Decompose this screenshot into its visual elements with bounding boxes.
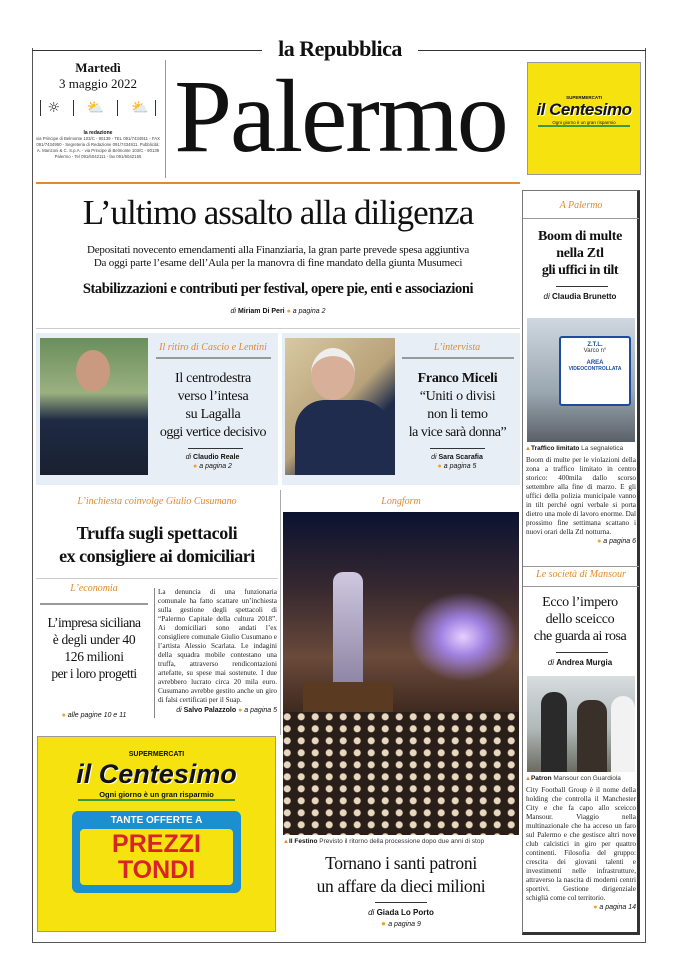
ad-tagline: Ogni giorno è un gran risparmio [538, 120, 630, 127]
right2-body: City Football Group è il nome della holding che controlla il Manchester City e che fa capo allo sceicco Mansour. Viaggio nella multinazionale che ha acceso un faro sul Palermo e che gestisce altri nove club calcistici in giro per quattro continenti. Filosofia del gruppo: crescita dei giovani talenti e investimenti nelle infrastrutture, attraverso la nascita di moderni centri sportivi. Gestione dirigenziale schiglià come col territorio. [526, 786, 636, 902]
story5-headline: L’impresa siciliana è degli under 40 126 milioni per i loro progetti [47, 615, 141, 681]
right1-text [526, 456, 636, 545]
photo-patron [527, 676, 635, 772]
right1-caption: ▲Traffico limitato La segnaletica [525, 445, 624, 452]
story4-body: La denuncia di una funzionaria comunale ha fatto scattare un’inchiesta sulla gestione degli spettacoli di “Palermo Capitale della cultura 2018”. Ai domiciliari sono andati l’ex consigliere comunale Giulio Cusumano e l’artista Alessio Scarlata. Le indagini della squadra mobile contestano una truffa, attraverso rendicontazioni artefatte, su spese mai sostenute. I due avrebbero lucrato circa 20 mila euro. Cusumano avrebbe gestito anche un giro di falsi certificati per il Suap. [158, 588, 277, 704]
ad-offer-panel: TANTE OFFERTE A PREZZI TONDI [72, 811, 241, 893]
story4-headline: Truffa sugli spettacoli ex consigliere ai domiciliari [59, 523, 255, 566]
brand-logo: la Repubblica [278, 36, 402, 61]
weekday: Martedì [75, 60, 121, 75]
info-text: via Principe di Belmonte 103/C - 90139 - TEL 091/7434911 - FAX 091/7434950 - Segreteria di Redazione 091/7434911. Pubblicità: A. Manzoni & C. S.p.A. - via Principe di Belmonte 103/C - 90139 Palermo - Tel 091/6042111 - fax 091/6042155 [36, 136, 160, 159]
right1-page: ● a pagina 6 [597, 538, 636, 545]
lead-byline: di Miriam Di Peri ● a pagina 2 [230, 308, 326, 315]
story5-page: ● alle pagine 10 e 11 [61, 712, 127, 719]
ad-label: SUPERMERCATI [128, 751, 185, 758]
story2-byline: di Claudio Reale ● a pagina 2 [185, 454, 240, 470]
right2-caption: ▲Patron Mansour con Guardiola [525, 775, 621, 782]
right1-headline: Boom di multe nella Ztl gli uffici in tilt [538, 229, 622, 278]
ad-tagline: Ogni giorno è un gran risparmio [78, 790, 235, 801]
story6-kicker: Longform [381, 496, 421, 507]
photo-festino [283, 512, 519, 835]
ad-brand: il Centesimo [536, 100, 632, 119]
divider [32, 50, 262, 51]
partly-cloudy-icon: ⛅ [86, 100, 105, 116]
ad-brand: il Centesimo [76, 759, 237, 789]
ad-bottom[interactable] [37, 736, 276, 932]
story6-headline: Tornano i santi patroni un affare da dieci milioni [316, 853, 486, 896]
divider [165, 60, 166, 178]
partly-cloudy-icon: ⛅ [131, 100, 149, 116]
story3-kicker: L’intervista [433, 342, 481, 353]
story2-kicker: Il ritiro di Cascio e Lentini [159, 342, 267, 353]
right2-byline: di Andrea Murgia [547, 658, 613, 667]
story2-headline: Il centrodestra verso l’intesa su Lagalla oggi vertice decisivo [159, 371, 267, 440]
city-title: Palermo [174, 59, 507, 174]
right2-kicker: Le società di Mansour [536, 569, 626, 580]
lead-sub: Da oggi parte l’esame dell’Aula per la manovra di fine mandato della giunta Musumeci [93, 257, 463, 269]
story5-kicker: L’economia [70, 583, 118, 594]
lead-sub: Depositati novecento emendamenti alla Finanziaria, la gran parte prevede spesa aggiuntiva [86, 244, 469, 256]
right1-byline: di Claudia Brunetto [543, 292, 617, 301]
story4-byline: di Salvo Palazzolo ● a pagina 5 [176, 707, 277, 714]
photo-politician [40, 338, 148, 475]
right1-kicker: A Palermo [559, 200, 603, 211]
photo-ztl-sign: Z.T.L. Varco n° AREA VIDEOCONTROLLATA [527, 318, 635, 442]
accent-rule [36, 182, 520, 184]
date-box [36, 58, 160, 182]
lead-deck: Stabilizzazioni e contributi per festival, opere pie, enti e associazioni [82, 281, 474, 297]
story4-kicker: L’inchiesta coinvolge Giulio Cusumano [77, 496, 237, 507]
date: 3 maggio 2022 [59, 76, 137, 91]
lead-headline: L’ultimo assalto alla diligenza [82, 193, 474, 232]
photo-miceli [285, 338, 395, 475]
story3-byline: di Sara Scarafia ● a pagina 5 [431, 454, 483, 470]
right2-text [526, 786, 636, 911]
right1-body: Boom di multe per le violazioni della zona a traffico limitato in centro storico: 400mila dallo scorso settembre alla fine di marzo. E gli uffici della polizia municipale vanno in tilt perché ogni verbale si porta dietro una mole di lavoro enorme. Dal prossimo fine settimana scattano i nuovi orari della Ztl notturna. [526, 456, 636, 536]
story3-headline: Franco Miceli “Uniti o divisi non li temo la vice sarà donna” [408, 371, 507, 440]
story6-caption: ▲Il Festino Previsto il ritorno della processione dopo due anni di stop [283, 838, 485, 845]
weather-strip [40, 100, 156, 116]
ad-top[interactable] [527, 62, 641, 175]
story4-text [158, 588, 277, 714]
right2-headline: Ecco l’impero dello sceicco che guarda ai rosa [533, 595, 627, 644]
ad-top-label: SUPERMERCATI [566, 95, 602, 100]
info-title: la redazione [83, 130, 113, 136]
right2-page: ● a pagina 14 [593, 904, 636, 911]
story6-byline: di Giada Lo Porto ● a pagina 9 [368, 908, 434, 928]
divider [418, 50, 646, 51]
lead-story[interactable] [36, 192, 520, 315]
sun-icon: ☼ [47, 100, 61, 116]
economy-box[interactable] [36, 583, 152, 728]
